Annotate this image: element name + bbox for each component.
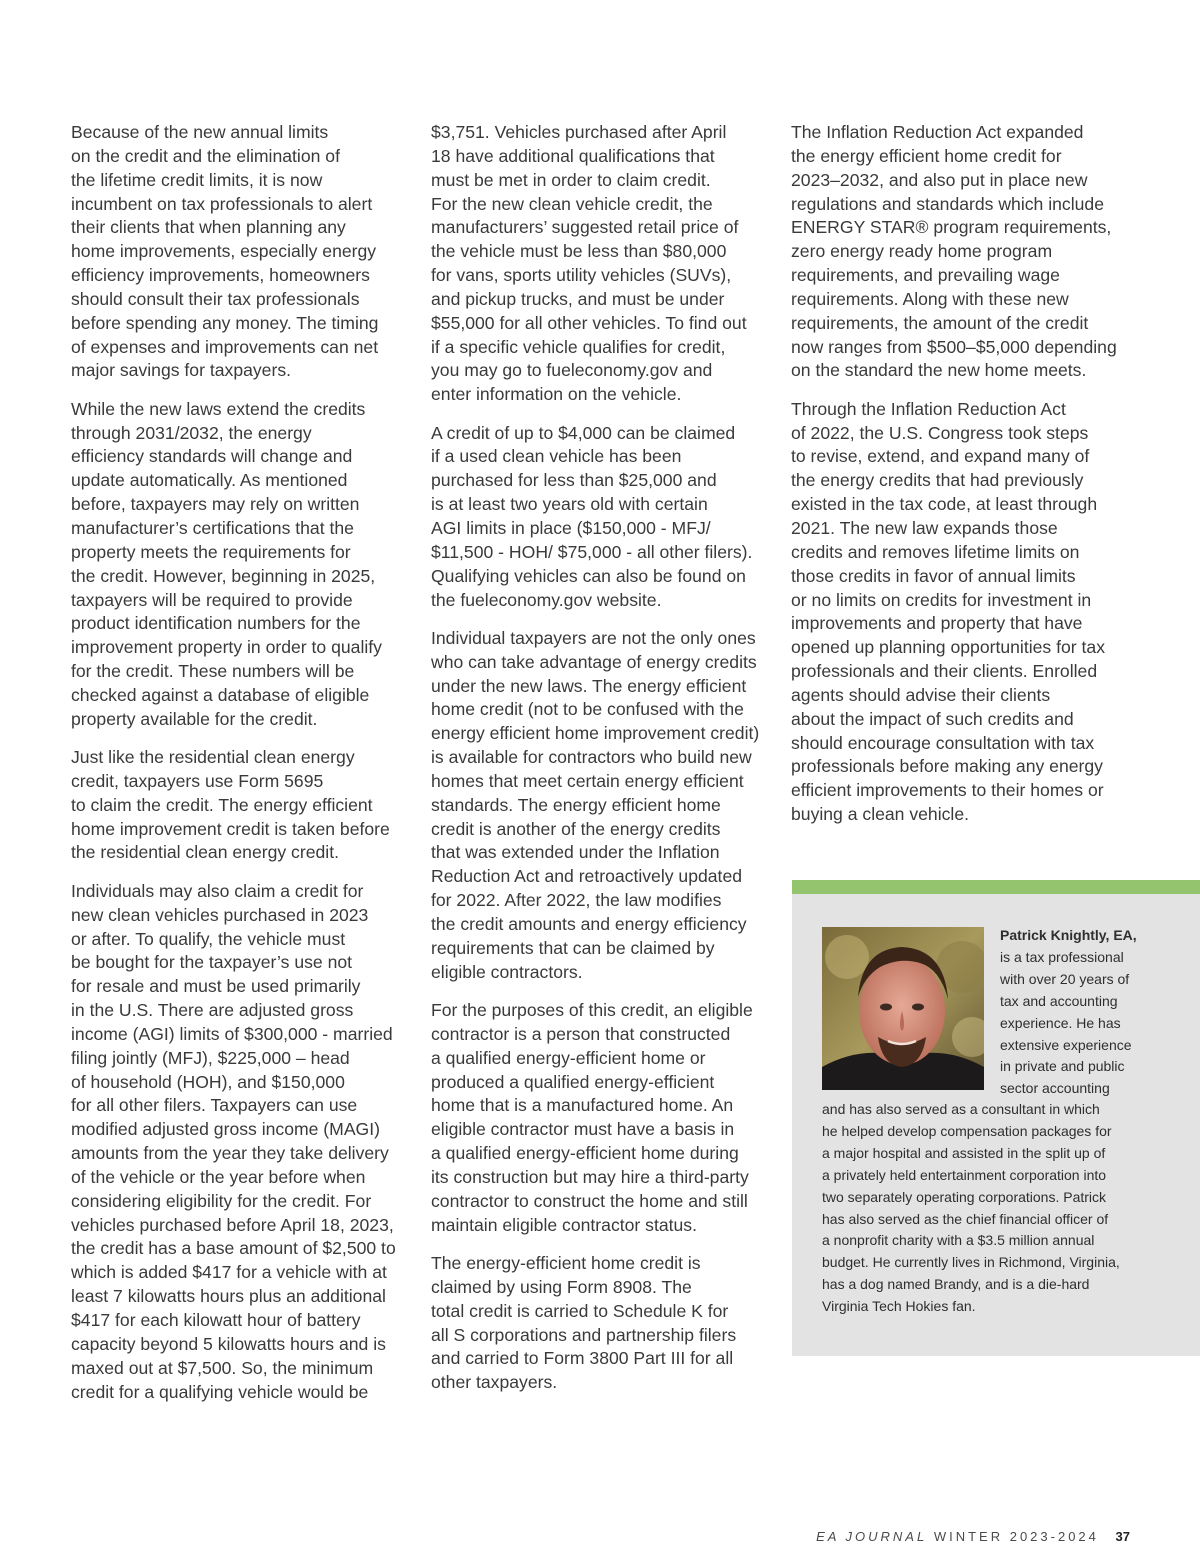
page-number: 37	[1115, 1529, 1130, 1544]
publication-name: EA JOURNAL	[816, 1529, 928, 1544]
paragraph: Individuals may also claim a credit for new clean vehicles purchased in 2023 or after. To qualify, the vehicle must be bought for the taxpayer’s use not for resale and must be used primarily in the U.S. There are adjusted gross income (AGI) limits of $300,000 - married filing jointly (MFJ), $225,000 – head of household (HOH), and $150,000 for all other filers. Taxpayers can use modified adjusted gross income (MAGI) amounts from the year they take delivery of the vehicle or the year before when considering eligibility for the credit. For vehicles purchased before April 18, 2023, the credit has a base amount of $2,500 to which is added $417 for a vehicle with at least 7 kilowatts hours plus an additional $417 for each kilowatt hour of battery capacity beyond 5 kilowatts hours and is maxed out at $7,500. So, the minimum credit for a qualifying vehicle would be	[71, 880, 396, 1402]
article-column-2	[431, 121, 773, 1410]
page-footer	[816, 1529, 1130, 1544]
paragraph: Through the Inflation Reduction Act of 2022, the U.S. Congress took steps to revise, extend, and expand many of the energy credits that had previously existed in the tax code, at least through 2021. The new law expands those credits and removes lifetime limits on those credits in favor of annual limits or no limits on credits for investment in improvements and property that have opened up planning opportunities for tax professionals and their clients. Enrolled agents should advise their clients about the impact of such credits and should encourage consultation with tax professionals before making any energy efficient improvements to their homes or buying a clean vehicle.	[791, 398, 1105, 825]
author-photo	[822, 927, 984, 1090]
paragraph: The Inflation Reduction Act expanded the energy efficient home credit for 2023–2032, and also put in place new regulations and standards which include ENERGY STAR® program requirements, zero energy ready home program requirements, and prevailing wage requirements. Along with these new requirements, the amount of the credit now ranges from $500–$5,000 depending on the standard the new home meets.	[791, 122, 1117, 381]
paragraph: Just like the residential clean energy credit, taxpayers use Form 5695 to claim the credit. The energy efficient home improvement credit is taken before the residential clean energy credit.	[71, 747, 390, 863]
paragraph: Because of the new annual limits on the credit and the elimination of the lifetime credit limits, it is now incumbent on tax professionals to alert their clients that when planning any home improvements, especially energy efficiency improvements, homeowners should consult their tax professionals before spending any money. The timing of expenses and improvements can net major savings for taxpayers.	[71, 122, 379, 381]
article-column-3	[791, 121, 1136, 841]
bio-text: is a tax professional with over 20 years of tax and accounting experience. He has extensive experience in private and public sector accounting	[1000, 948, 1132, 1097]
paragraph: While the new laws extend the credits through 2031/2032, the energy efficiency standards will change and update automatically. As mentioned before, taxpayers may rely on written manufacturer’s certifications that the property meets the requirements for the credit. However, beginning in 2025, taxpayers will be required to provide product identification numbers for the improvement property in order to qualify for the credit. These numbers will be checked against a database of eligible property available for the credit.	[71, 398, 382, 729]
author-name: Patrick Knightly, EA,	[1000, 927, 1137, 943]
paragraph: $3,751. Vehicles purchased after April 18 have additional qualifications that must be met in order to claim credit. For the new clean vehicle credit, the manufacturers’ suggested retail price of the vehicle must be less than $80,000 for vans, sports utility vehicles (SUVs), and pickup trucks, and must be under $55,000 for all other vehicles. To find out if a specific vehicle qualifies for credit, you may go to fueleconomy.gov and enter information on the vehicle.	[431, 122, 747, 405]
issue-label: WINTER 2023-2024	[933, 1529, 1099, 1544]
article-column-1	[71, 121, 413, 1419]
paragraph: Individual taxpayers are not the only ones who can take advantage of energy credits under the new laws. The energy efficient home credit (not to be confused with the energy efficient home improvement credit) is available for contractors who build new homes that meet certain energy efficient standards. The energy efficient home credit is another of the energy credits that was extended under the Inflation Reduction Act and retroactively updated for 2022. After 2022, the law modifies the credit amounts and energy efficiency requirements that can be claimed by eligible contractors.	[431, 627, 760, 982]
paragraph: For the purposes of this credit, an eligible contractor is a person that constructed a qualified energy-efficient home or produced a qualified energy-efficient home that is a manufactured home. An eligible contractor must have a basis in a qualified energy-efficient home during its construction but may hire a third-party contractor to construct the home and still maintain eligible contractor status.	[431, 1000, 753, 1235]
bio-text-bottom: and has also served as a consultant in which he helped develop compensation packages for a major hospital and assisted in the split up of a privately held entertainment corporation into two separately operating corporations. Patrick has also served as the chief financial officer of a nonprofit charity with a $3.5 million annual budget. He currently lives in Richmond, Virginia, has a dog named Brandy, and is a die-hard Virginia Tech Hokies fan.	[822, 1101, 1120, 1315]
paragraph: The energy-efficient home credit is claimed by using Form 8908. The total credit is carried to Schedule K for all S corporations and partnership filers and carried to Form 3800 Part III for all other taxpayers.	[431, 1252, 737, 1393]
bio-accent-bar	[792, 880, 1200, 894]
paragraph: A credit of up to $4,000 can be claimed if a used clean vehicle has been purchased for less than $25,000 and is at least two years old with certain AGI limits in place ($150,000 - MFJ/ $11,500 - HOH/ $75,000 - all other filers). Qualifying vehicles can also be found on the fueleconomy.gov website.	[431, 422, 753, 610]
author-portrait-image	[822, 927, 984, 1090]
bio-text-right	[1000, 925, 1140, 1100]
